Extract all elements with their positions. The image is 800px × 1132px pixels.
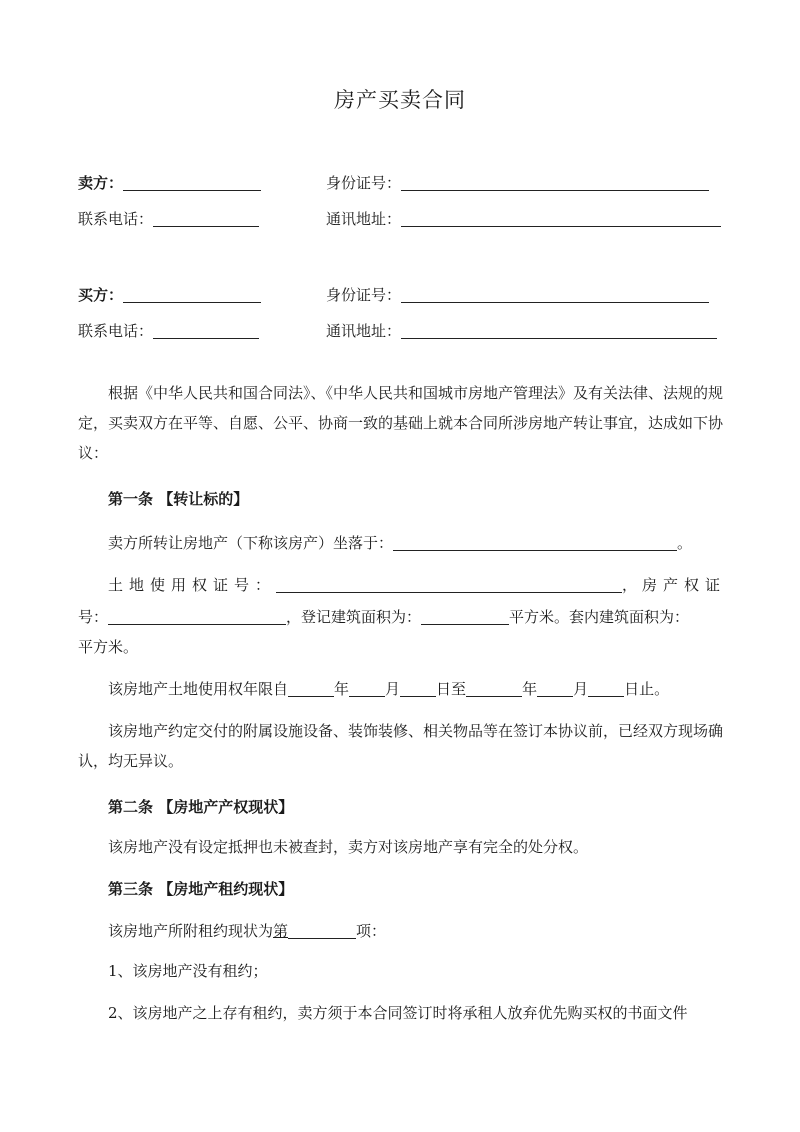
buyer-address-row: 通讯地址： [326, 320, 717, 342]
seller-label: 卖方： [78, 172, 261, 194]
buyer-phone-row: 联系电话： [78, 320, 259, 342]
article2-heading: 第二条 【房地产产权现状】 [108, 798, 294, 816]
end-year-field[interactable] [466, 680, 522, 697]
article3-item2: 2、该房地产之上存有租约，卖方须于本合同签订时将承租人放弃优先购买权的书面文件 [108, 1004, 688, 1022]
article1-area-row: 号： ，登记建筑面积为： 平方米。套内建筑面积为： [78, 608, 690, 626]
article3-heading: 第三条 【房地产租约现状】 [108, 880, 294, 898]
start-month-field[interactable] [349, 680, 385, 697]
fixtures-paragraph: 该房地产约定交付的附属设施设备、装饰装修、相关物品等在签订本协议前，已经双方现场确认，均无异议。 [78, 722, 724, 770]
preamble-paragraph: 根据《中华人民共和国合同法》、《中华人民共和国城市房地产管理法》及有关法律、法规的规定，买卖双方在平等、自愿、公平、协商一致的基础上就本合同所涉房地产转让事宜，达成如下协议： [78, 384, 724, 462]
buyer-label: 买方： [78, 284, 261, 306]
reg-area-field[interactable] [421, 608, 509, 625]
buyer-phone-field[interactable] [153, 322, 259, 339]
seller-id-row: 身份证号： [326, 172, 709, 194]
property-cert-field[interactable] [108, 608, 286, 625]
article2-body: 该房地产没有设定抵押也未被查封，卖方对该房地产享有完全的处分权。 [108, 838, 589, 856]
article1-location-row: 卖方所转让房地产（下称该房产）坐落于： 。 [108, 534, 693, 552]
start-year-field[interactable] [288, 680, 334, 697]
lease-status-field[interactable] [288, 922, 356, 939]
article3-status-row: 该房地产所附租约现状为第 项： [108, 922, 387, 940]
seller-phone-row: 联系电话： [78, 208, 259, 230]
buyer-address-field[interactable] [401, 322, 717, 339]
page-title: 房产买卖合同 [334, 88, 466, 112]
article3-item1: 1、该房地产没有租约； [108, 962, 268, 980]
buyer-id-row: 身份证号： [326, 284, 709, 306]
article1-heading: 第一条 【转让标的】 [108, 490, 249, 508]
seller-address-field[interactable] [401, 210, 721, 227]
article1-cert-row: 土地使用权证号： ， 房产权证 [108, 576, 726, 594]
seller-phone-field[interactable] [153, 210, 259, 227]
seller-id-field[interactable] [401, 174, 709, 191]
start-day-field[interactable] [400, 680, 436, 697]
seller-address-row: 通讯地址： [326, 208, 721, 230]
article1-term-row: 该房地产土地使用权年限自 年 月 日至 年 月 日止。 [108, 680, 670, 698]
land-cert-field[interactable] [276, 576, 622, 593]
article1-area-row2: 平方米。 [78, 638, 139, 656]
buyer-id-field[interactable] [401, 286, 709, 303]
buyer-name-field[interactable] [123, 286, 261, 303]
property-location-field[interactable] [393, 534, 677, 551]
seller-name-field[interactable] [123, 174, 261, 191]
end-day-field[interactable] [588, 680, 624, 697]
end-month-field[interactable] [537, 680, 573, 697]
